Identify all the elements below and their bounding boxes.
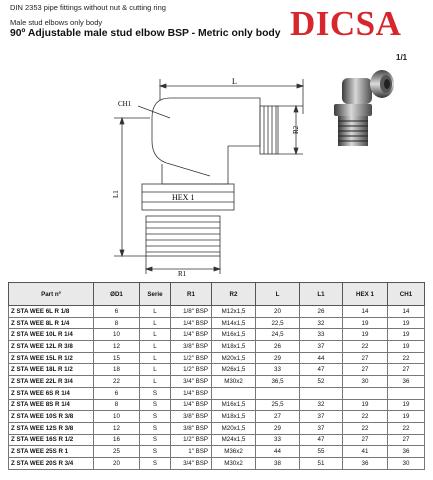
label-r2: R2	[292, 125, 300, 134]
cell-l1: 37	[300, 422, 343, 434]
cell-l1: 37	[300, 341, 343, 353]
product-image	[320, 66, 400, 152]
cell-r2: M12x1,5	[212, 306, 256, 318]
table-row	[9, 457, 425, 469]
cell-hex1: 27	[343, 434, 388, 446]
label-l1: L1	[112, 190, 120, 198]
cell-l1: 47	[300, 364, 343, 376]
column-header-l1: L1	[300, 283, 343, 306]
table-row	[9, 352, 425, 364]
cell-serie: S	[140, 387, 171, 399]
cell-d1: 8	[94, 317, 140, 329]
technical-drawing	[110, 76, 310, 276]
cell-hex1: 14	[343, 306, 388, 318]
cell-d1: 18	[94, 364, 140, 376]
cell-r2: M26x1,5	[212, 364, 256, 376]
column-header-l: L	[256, 283, 300, 306]
cell-serie: S	[140, 446, 171, 458]
cell-d1: 22	[94, 376, 140, 388]
cell-ch1: 19	[388, 341, 425, 353]
cell-r1: 1/4" BSP	[171, 399, 212, 411]
cell-r1: 1" BSP	[171, 446, 212, 458]
cell-part: Z STA WEE 12L R 3/8	[9, 341, 94, 353]
cell-hex1: 22	[343, 341, 388, 353]
cell-serie: L	[140, 376, 171, 388]
column-header-part: Part nº	[9, 283, 94, 306]
cell-l1: 26	[300, 306, 343, 318]
cell-l: 25,5	[256, 399, 300, 411]
cell-l1: 55	[300, 446, 343, 458]
cell-serie: L	[140, 306, 171, 318]
cell-serie: L	[140, 329, 171, 341]
cell-l1: 37	[300, 411, 343, 423]
cell-hex1: 27	[343, 352, 388, 364]
table-row	[9, 387, 425, 399]
table-row	[9, 329, 425, 341]
cell-ch1: 27	[388, 364, 425, 376]
cell-r2: M16x1,5	[212, 399, 256, 411]
table-row	[9, 411, 425, 423]
cell-hex1: 36	[343, 457, 388, 469]
table-row	[9, 364, 425, 376]
cell-part: Z STA WEE 16S R 1/2	[9, 434, 94, 446]
cell-r1: 1/4" BSP	[171, 329, 212, 341]
cell-l: 20	[256, 306, 300, 318]
cell-r2: M24x1,5	[212, 434, 256, 446]
cell-r2: M18x1,5	[212, 411, 256, 423]
cell-part: Z STA WEE 8L R 1/4	[9, 317, 94, 329]
table-row	[9, 341, 425, 353]
cell-hex1: 19	[343, 317, 388, 329]
cell-r1: 3/8" BSP	[171, 411, 212, 423]
cell-r1: 3/4" BSP	[171, 457, 212, 469]
table-row	[9, 306, 425, 318]
cell-l1: 47	[300, 434, 343, 446]
cell-ch1: 19	[388, 317, 425, 329]
cell-d1: 6	[94, 306, 140, 318]
cell-d1: 10	[94, 411, 140, 423]
cell-ch1: 36	[388, 376, 425, 388]
cell-serie: L	[140, 341, 171, 353]
cell-ch1: 36	[388, 446, 425, 458]
cell-hex1: 30	[343, 376, 388, 388]
cell-part: Z STA WEE 10L R 1/4	[9, 329, 94, 341]
cell-serie: S	[140, 399, 171, 411]
cell-l: 26	[256, 341, 300, 353]
cell-d1: 6	[94, 387, 140, 399]
cell-l	[256, 387, 300, 399]
cell-hex1: 19	[343, 399, 388, 411]
cell-l: 44	[256, 446, 300, 458]
column-header-r2: R2	[212, 283, 256, 306]
catalog-subtitle: DIN 2353 pipe fittings without nut & cutting ring	[10, 3, 166, 12]
cell-l1: 32	[300, 399, 343, 411]
cell-d1: 10	[94, 329, 140, 341]
cell-r1: 3/8" BSP	[171, 341, 212, 353]
label-r1: R1	[178, 270, 187, 276]
cell-serie: L	[140, 317, 171, 329]
cell-r1: 1/2" BSP	[171, 364, 212, 376]
cell-ch1: 22	[388, 422, 425, 434]
cell-l1: 32	[300, 317, 343, 329]
table-header-row	[9, 283, 425, 306]
cell-l: 29	[256, 352, 300, 364]
brand-logo: DICSA	[290, 4, 402, 43]
cell-ch1: 30	[388, 457, 425, 469]
cell-serie: S	[140, 411, 171, 423]
cell-d1: 15	[94, 352, 140, 364]
cell-serie: S	[140, 434, 171, 446]
cell-l: 24,5	[256, 329, 300, 341]
cell-l1: 33	[300, 329, 343, 341]
cell-r1: 1/4" BSP	[171, 387, 212, 399]
cell-l: 33	[256, 434, 300, 446]
cell-part: Z STA WEE 6L R 1/8	[9, 306, 94, 318]
cell-r1: 3/8" BSP	[171, 422, 212, 434]
cell-part: Z STA WEE 22L R 3/4	[9, 376, 94, 388]
column-header-hex1: HEX 1	[343, 283, 388, 306]
cell-l: 22,5	[256, 317, 300, 329]
cell-r2: M36x2	[212, 446, 256, 458]
cell-hex1: 41	[343, 446, 388, 458]
cell-part: Z STA WEE 20S R 3/4	[9, 457, 94, 469]
cell-r2	[212, 387, 256, 399]
cell-r1: 1/2" BSP	[171, 434, 212, 446]
cell-serie: L	[140, 352, 171, 364]
cell-ch1: 19	[388, 399, 425, 411]
cell-r2: M18x1,5	[212, 341, 256, 353]
cell-part: Z STA WEE 25S R 1	[9, 446, 94, 458]
cell-l: 36,5	[256, 376, 300, 388]
cell-d1: 12	[94, 341, 140, 353]
cell-r1: 3/4" BSP	[171, 376, 212, 388]
table-row	[9, 399, 425, 411]
cell-l1: 44	[300, 352, 343, 364]
cell-hex1: 22	[343, 422, 388, 434]
cell-l1	[300, 387, 343, 399]
cell-r2: M30x2	[212, 376, 256, 388]
cell-part: Z STA WEE 6S R 1/4	[9, 387, 94, 399]
label-ch1: CH1	[118, 100, 132, 108]
cell-hex1: 22	[343, 411, 388, 423]
cell-r2: M20x1,5	[212, 352, 256, 364]
product-category: Male stud elbows only body	[10, 18, 103, 27]
cell-r2: M16x1,5	[212, 329, 256, 341]
cell-l: 29	[256, 422, 300, 434]
table-row	[9, 376, 425, 388]
label-l: L	[232, 77, 237, 86]
page-title: 90º Adjustable male stud elbow BSP - Metric only body	[10, 28, 281, 39]
cell-r2: M20x1,5	[212, 422, 256, 434]
cell-part: Z STA WEE 18L R 1/2	[9, 364, 94, 376]
cell-part: Z STA WEE 10S R 3/8	[9, 411, 94, 423]
cell-r1: 1/4" BSP	[171, 317, 212, 329]
table-row	[9, 317, 425, 329]
cell-l: 38	[256, 457, 300, 469]
table-row	[9, 434, 425, 446]
column-header-serie: Serie	[140, 283, 171, 306]
cell-part: Z STA WEE 12S R 3/8	[9, 422, 94, 434]
cell-d1: 20	[94, 457, 140, 469]
cell-part: Z STA WEE 8S R 1/4	[9, 399, 94, 411]
table-row	[9, 446, 425, 458]
cell-ch1: 22	[388, 352, 425, 364]
column-header-d1: ØD1	[94, 283, 140, 306]
cell-l: 33	[256, 364, 300, 376]
column-header-r1: R1	[171, 283, 212, 306]
label-hex1: HEX 1	[172, 193, 195, 202]
cell-l: 27	[256, 411, 300, 423]
cell-hex1: 19	[343, 329, 388, 341]
cell-r2: M30x2	[212, 457, 256, 469]
cell-hex1	[343, 387, 388, 399]
page-number: 1/1	[396, 53, 408, 62]
cell-d1: 12	[94, 422, 140, 434]
cell-serie: S	[140, 422, 171, 434]
cell-l1: 51	[300, 457, 343, 469]
cell-l1: 52	[300, 376, 343, 388]
cell-ch1: 14	[388, 306, 425, 318]
cell-ch1: 19	[388, 329, 425, 341]
cell-d1: 25	[94, 446, 140, 458]
cell-part: Z STA WEE 15L R 1/2	[9, 352, 94, 364]
cell-r1: 1/8" BSP	[171, 306, 212, 318]
cell-ch1	[388, 387, 425, 399]
cell-d1: 16	[94, 434, 140, 446]
cell-d1: 8	[94, 399, 140, 411]
cell-r2: M14x1,5	[212, 317, 256, 329]
cell-serie: S	[140, 457, 171, 469]
cell-ch1: 27	[388, 434, 425, 446]
table-row	[9, 422, 425, 434]
specification-table	[8, 282, 425, 470]
column-header-ch1: CH1	[388, 283, 425, 306]
cell-r1: 1/2" BSP	[171, 352, 212, 364]
cell-serie: L	[140, 364, 171, 376]
cell-ch1: 19	[388, 411, 425, 423]
cell-hex1: 27	[343, 364, 388, 376]
